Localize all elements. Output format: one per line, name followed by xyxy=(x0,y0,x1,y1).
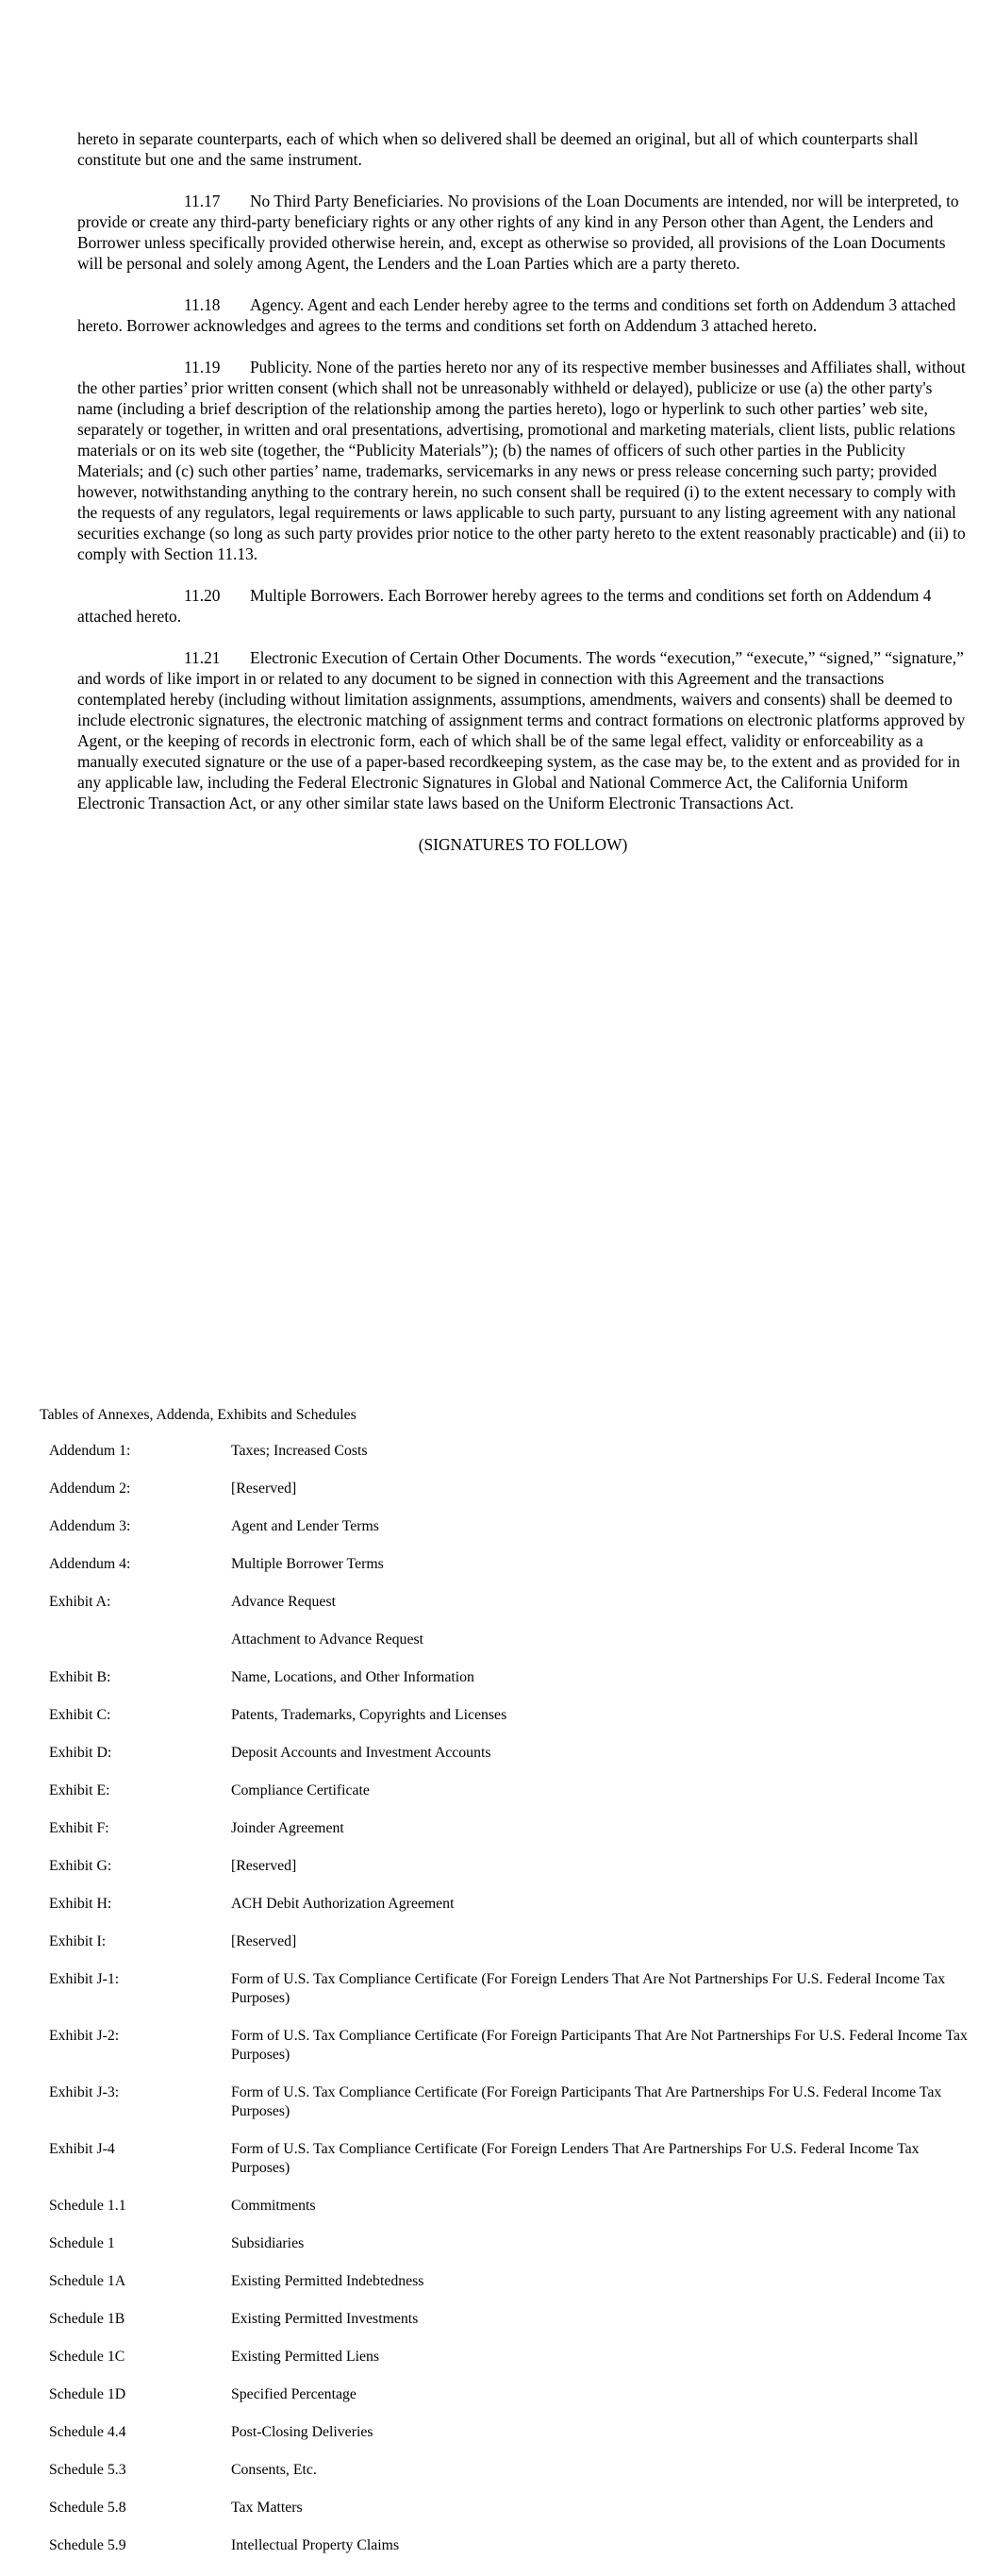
toc-row xyxy=(49,1970,973,2008)
toc-label: Schedule 5.3 xyxy=(49,2462,126,2478)
section-number: 11.19 xyxy=(184,358,221,376)
toc-label: Schedule 1A xyxy=(49,2273,126,2289)
section-number: 11.21 xyxy=(184,648,221,667)
signatures-note: (SIGNATURES TO FOLLOW) xyxy=(418,835,628,854)
toc-label: Schedule 1B xyxy=(49,2311,125,2327)
toc-description: Compliance Certificate xyxy=(231,1782,370,1798)
section-number: 11.20 xyxy=(184,586,221,605)
toc-label: Exhibit A: xyxy=(49,1594,111,1610)
toc-label: Exhibit J-2: xyxy=(49,2028,120,2044)
section-paragraph xyxy=(77,647,969,813)
toc-row xyxy=(49,2234,973,2253)
toc-rows xyxy=(40,1442,973,2555)
toc-label: Exhibit J-3: xyxy=(49,2084,120,2100)
section-text: Agency. Agent and each Lender hereby agree to the terms and conditions set forth on Addendum 3 attached hereto. Borrower acknowledges and agrees to the terms and conditions set forth on Addendum 3 attached hereto. xyxy=(77,295,956,335)
toc-row xyxy=(49,1819,973,1838)
section-paragraph xyxy=(77,585,969,627)
toc-description: Advance Request xyxy=(231,1594,336,1610)
toc-label: Addendum 1: xyxy=(49,1443,131,1459)
toc-title: Tables of Annexes, Addenda, Exhibits and Schedules xyxy=(40,1407,357,1423)
toc-description: Form of U.S. Tax Compliance Certificate (For Foreign Lenders That Are Partnerships For U.S. Federal Income Tax Purposes) xyxy=(231,2141,920,2176)
agreement-page xyxy=(77,128,969,855)
section-number: 11.17 xyxy=(184,192,221,210)
toc-label: Addendum 4: xyxy=(49,1556,131,1572)
section-text: Electronic Execution of Certain Other Documents. The words “execution,” “execute,” “signed,” “signature,” and words of like import in or related to any document to be signed in connection with this Agreement and the transactions contemplated hereby (including without limitation assignments, assumptions, amendments, waivers and consents) shall be deemed to include electronic signatures, the electronic matching of assignment terms and contract formations on electronic platforms approved by Agent, or the keeping of records in electronic form, each of which shall be of the same legal effect, validity or enforceability as a manually executed signature or the use of a paper-based recordkeeping system, as the case may be, to the extent and as provided for in any applicable law, including the Federal Electronic Signatures in Global and National Commerce Act, the California Uniform Electronic Transaction Act, or any other similar state laws based on the Uniform Electronic Transactions Act. xyxy=(77,648,966,812)
toc-row xyxy=(49,2385,973,2404)
toc-row xyxy=(49,1706,973,1725)
toc-label: Schedule 5.8 xyxy=(49,2500,126,2516)
toc-description: Existing Permitted Indebtedness xyxy=(231,2273,424,2289)
toc-row xyxy=(49,2310,973,2329)
section-text: hereto in separate counterparts, each of which when so delivered shall be deemed an original, but all of which counterparts shall constitute but one and the same instrument. xyxy=(77,129,919,169)
toc-row xyxy=(49,1781,973,1800)
toc-description: [Reserved] xyxy=(231,1933,297,1949)
toc-label: Exhibit G: xyxy=(49,1858,112,1874)
toc-row xyxy=(49,2272,973,2291)
toc-row xyxy=(49,1668,973,1687)
toc-label: Exhibit J-1: xyxy=(49,1971,120,1987)
toc-label: Exhibit B: xyxy=(49,1669,111,1685)
toc-row xyxy=(49,1555,973,1574)
toc-row xyxy=(49,2083,973,2121)
toc-description: Agent and Lender Terms xyxy=(231,1518,379,1534)
toc-label: Schedule 1C xyxy=(49,2349,125,2365)
toc-row xyxy=(49,1480,973,1498)
toc-description: Subsidiaries xyxy=(231,2235,305,2251)
toc-label: Exhibit C: xyxy=(49,1707,111,1723)
toc-label: Exhibit E: xyxy=(49,1782,110,1798)
toc-label: Exhibit J-4 xyxy=(49,2141,115,2157)
toc-row xyxy=(49,2423,973,2442)
toc-row xyxy=(49,1593,973,1612)
exhibits-table xyxy=(40,1406,973,2574)
toc-label: Schedule 4.4 xyxy=(49,2424,126,2440)
toc-description: Multiple Borrower Terms xyxy=(231,1556,384,1572)
toc-description: ACH Debit Authorization Agreement xyxy=(231,1896,455,1912)
toc-description: Joinder Agreement xyxy=(231,1820,344,1836)
toc-description: Commitments xyxy=(231,2198,316,2214)
section-paragraph xyxy=(77,294,969,336)
toc-row xyxy=(49,2197,973,2216)
toc-description: Patents, Trademarks, Copyrights and Licenses xyxy=(231,1707,507,1723)
toc-label: Exhibit F: xyxy=(49,1820,109,1836)
toc-row xyxy=(49,1631,973,1649)
toc-row xyxy=(49,2536,973,2555)
section-text: Multiple Borrowers. Each Borrower hereby agrees to the terms and conditions set forth on Addendum 4 attached hereto. xyxy=(77,586,932,626)
toc-row xyxy=(49,1517,973,1536)
toc-row xyxy=(49,2461,973,2480)
toc-row xyxy=(49,2348,973,2367)
section-paragraph xyxy=(77,191,969,274)
toc-description: [Reserved] xyxy=(231,1858,297,1874)
toc-description: Existing Permitted Liens xyxy=(231,2349,380,2365)
toc-label: Addendum 2: xyxy=(49,1480,131,1497)
toc-description: Existing Permitted Investments xyxy=(231,2311,419,2327)
toc-description: Form of U.S. Tax Compliance Certificate (For Foreign Participants That Are Partnerships For U.S. Federal Income Tax Purposes) xyxy=(231,2084,942,2119)
section-paragraph xyxy=(77,357,969,564)
toc-label: Schedule 1D xyxy=(49,2386,126,2402)
paragraph-list xyxy=(77,128,969,813)
toc-row xyxy=(49,2140,973,2178)
toc-description: Taxes; Increased Costs xyxy=(231,1443,368,1459)
toc-row xyxy=(49,1932,973,1951)
toc-description: Post-Closing Deliveries xyxy=(231,2424,373,2440)
toc-description: Attachment to Advance Request xyxy=(231,1631,423,1648)
section-text: No Third Party Beneficiaries. No provisions of the Loan Documents are intended, nor will be interpreted, to provide or create any third-party beneficiary rights or any other rights of any kind in any Person other than Agent, the Lenders and Borrower unless specifically provided otherwise herein, and, except as otherwise so provided, all provisions of the Loan Documents will be personal and solely among Agent, the Lenders and the Loan Parties which are a party thereto. xyxy=(77,192,959,273)
toc-description: Intellectual Property Claims xyxy=(231,2537,400,2553)
section-paragraph xyxy=(77,128,969,170)
toc-row xyxy=(49,1744,973,1763)
toc-row xyxy=(49,1442,973,1461)
toc-label: Schedule 1 xyxy=(49,2235,115,2251)
toc-label: Exhibit I: xyxy=(49,1933,107,1949)
toc-label: Exhibit D: xyxy=(49,1745,112,1761)
toc-label: Schedule 1.1 xyxy=(49,2198,126,2214)
toc-description: Specified Percentage xyxy=(231,2386,357,2402)
toc-label: Exhibit H: xyxy=(49,1896,112,1912)
toc-label xyxy=(49,1631,231,1649)
toc-row xyxy=(49,1895,973,1914)
toc-description: Form of U.S. Tax Compliance Certificate (For Foreign Lenders That Are Not Partnerships For U.S. Federal Income Tax Purposes) xyxy=(231,1971,946,2006)
section-text: Publicity. None of the parties hereto nor any of its respective member businesses and Affiliates shall, without the other parties’ prior written consent (which shall not be unreasonably withheld or delayed), publicize or use (a) the other party's name (including a brief description of the relationship among the parties hereto), logo or hyperlink to such other parties’ web site, separately or together, in written and oral presentations, advertising, promotional and marketing materials, client lists, public relations materials or on its web site (together, the “Publicity Materials”); (b) the names of officers of such other parties in the Publicity Materials; and (c) such other parties’ name, trademarks, servicemarks in any news or press release concerning such party; provided however, notwithstanding anything to the contrary herein, no such consent shall be required (i) to the extent necessary to comply with the requests of any regulators, legal requirements or laws applicable to such party, pursuant to any listing agreement with any national securities exchange (so long as such party provides prior notice to the other party hereto to the extent reasonably practicable) and (ii) to comply with Section 11.13. xyxy=(77,358,966,563)
toc-label: Schedule 5.9 xyxy=(49,2537,126,2553)
toc-description: Name, Locations, and Other Information xyxy=(231,1669,474,1685)
toc-row xyxy=(49,2027,973,2065)
toc-label: Addendum 3: xyxy=(49,1518,131,1534)
toc-description: [Reserved] xyxy=(231,1480,297,1497)
toc-row xyxy=(49,1857,973,1876)
toc-description: Tax Matters xyxy=(231,2500,303,2516)
section-number: 11.18 xyxy=(184,295,221,314)
toc-row xyxy=(49,2499,973,2517)
toc-description: Form of U.S. Tax Compliance Certificate (For Foreign Participants That Are Not Partnerships For U.S. Federal Income Tax Purposes) xyxy=(231,2028,968,2063)
toc-description: Consents, Etc. xyxy=(231,2462,317,2478)
toc-description: Deposit Accounts and Investment Accounts xyxy=(231,1745,491,1761)
